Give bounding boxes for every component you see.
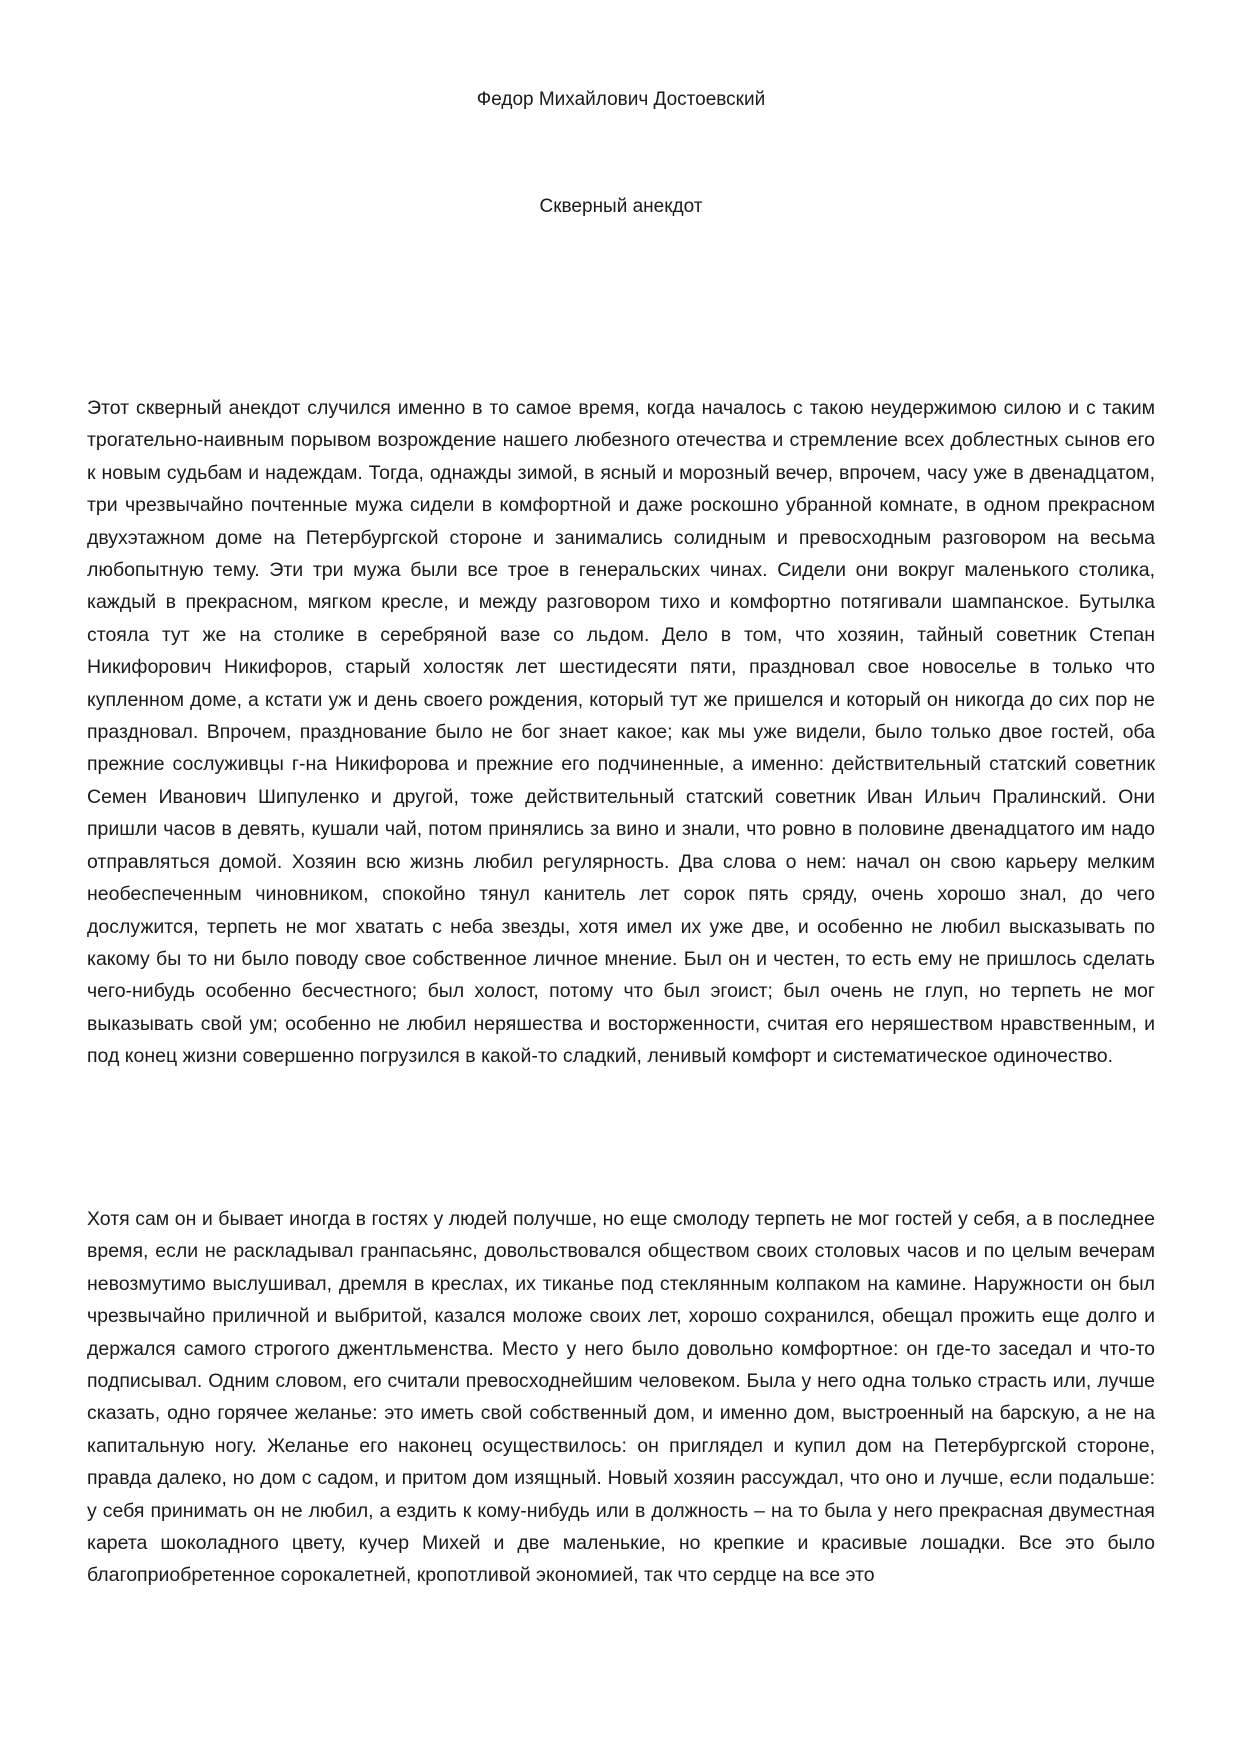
story-title: Скверный анекдот: [539, 196, 703, 217]
author-name: Федор Михайлович Достоевский: [476, 89, 766, 110]
paragraph-2: Хотя сам он и бывает иногда в гостях у людей получше, но еще смолоду терпеть не мог гостей у себя, а в последнее время, если не раскладывал гранпасьянс, довольствовался обществом своих столовых часов и по целым вечерам невозмутимо выслушивал, дремля в креслах, их тиканье под стеклянным колпаком на камине. Наружности он был чрезвычайно приличной и выбритой, казался моложе своих лет, хорошо сохранился, обещал прожить еще долго и держался самого строгого джентльменства. Место у него было довольно комфортное: он где-то заседал и что-то подписывал. Одним словом, его считали превосходнейшим человеком. Была у него одна только страсть или, лучше сказать, одно горячее желанье: это иметь свой собственный дом, и именно дом, выстроенный на барскую, а не на капитальную ногу. Желанье его наконец осуществилось: он приглядел и купил дом на Петербургской стороне, правда далеко, но дом с садом, и притом дом изящный. Новый хозяин рассуждал, что оно и лучше, если подальше: у себя принимать он не любил, а ездить к кому-нибудь или в должность – на то была у него прекрасная двуместная карета шоколадного цвету, кучер Михей и две маленькие, но крепкие и красивые лошадки. Все это было благоприобретенное сорокалетней, кропотливой экономией, так что сердце на все это: [87, 1208, 1155, 1587]
paragraph-1: Этот скверный анекдот случился именно в то самое время, когда началось с такою неудержимою силою и с таким трогательно-наивным порывом возрождение нашего любезного отечества и стремление всех доблестных сынов его к новым судьбам и надеждам. Тогда, однажды зимой, в ясный и морозный вечер, впрочем, часу уже в двенадцатом, три чрезвычайно почтенные мужа сидели в комфортной и даже роскошно убранной комнате, в одном прекрасном двухэтажном доме на Петербургской стороне и занимались солидным и превосходным разговором на весьма любопытную тему. Эти три мужа были все трое в генеральских чинах. Сидели они вокруг маленького столика, каждый в прекрасном, мягком кресле, и между разговором тихо и комфортно потягивали шампанское. Бутылка стояла тут же на столике в серебряной вазе со льдом. Дело в том, что хозяин, тайный советник Степан Никифорович Никифоров, старый холостяк лет шестидесяти пяти, праздновал свое новоселье в только что купленном доме, а кстати уж и день своего рождения, который тут же пришелся и который он никогда до сих пор не праздновал. Впрочем, празднование было не бог знает какое; как мы уже видели, было только двое гостей, оба прежние сослуживцы г-на Никифорова и прежние его подчиненные, а именно: действительный статский советник Семен Иванович Шипуленко и другой, тоже действительный статский советник Иван Ильич Пралинский. Они пришли часов в девять, кушали чай, потом принялись за вино и знали, что ровно в половине двенадцатого им надо отправляться домой. Хозяин всю жизнь любил регулярность. Два слова о нем: начал он свою карьеру мелким необеспеченным чиновником, спокойно тянул канитель лет сорок пять сряду, очень хорошо знал, до чего дослужится, терпеть не мог хватать с неба звезды, хотя имел их уже две, и особенно не любил высказывать по какому бы то ни было поводу свое собственное личное мнение. Был он и честен, то есть ему не пришлось сделать чего-нибудь особенно бесчестного; был холост, потому что был эгоист; был очень не глуп, но терпеть не мог выказывать свой ум; особенно не любил неряшества и восторженности, считая его неряшеством нравственным, и под конец жизни совершенно погрузился в какой-то сладкий, ленивый комфорт и систематическое одиночество.: [87, 397, 1155, 1068]
